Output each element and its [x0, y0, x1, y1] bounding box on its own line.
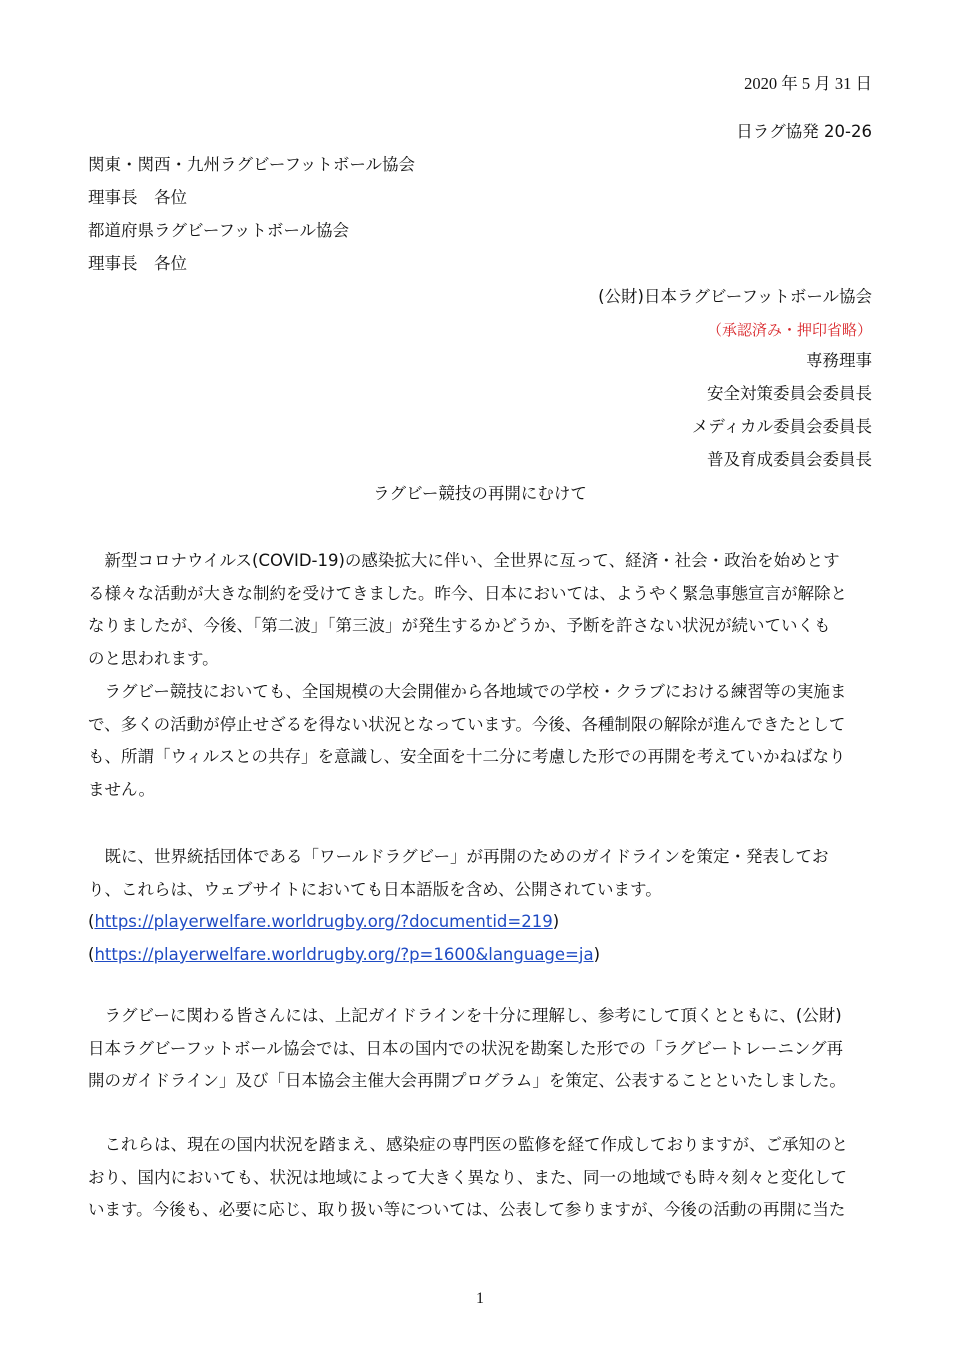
addressee-line: 都道府県ラグビーフットボール協会: [88, 221, 350, 240]
paragraph-3: [88, 841, 874, 971]
addressee-line: 関東・関西・九州ラグビーフットボール協会: [88, 155, 416, 174]
body-line: で、多くの活動が停止せざるを得ない状況となっています。今後、各種制限の解除が進んできたとして: [88, 714, 846, 734]
body-line: おり、国内においても、状況は地域によって大きく異なり、また、同一の地域でも時々刻々と変化して: [88, 1167, 847, 1187]
paragraph-2: [88, 676, 874, 806]
date: 2020 年 5 月 31 日: [744, 74, 872, 93]
body-line: 日本ラグビーフットボール協会では、日本の国内での状況を勘案した形での「ラグビートレーニング再: [88, 1038, 844, 1058]
body-line: なりましたが、今後、「第二波」「第三波」が発生するかどうか、予断を許さない状況が続いていくも: [88, 616, 831, 636]
addressee-line: 理事長 各位: [88, 254, 187, 273]
sender-title: 安全対策委員会委員長: [707, 384, 872, 403]
page-number: 1: [476, 1290, 484, 1307]
document-number: 日ラグ協発 20-26: [736, 122, 872, 141]
addressee-line: 理事長 各位: [88, 188, 187, 207]
paragraph-4: [88, 1000, 874, 1098]
body-line: り、これらは、ウェブサイトにおいても日本語版を含め、公開されています。: [88, 879, 662, 899]
body-line: これらは、現在の国内状況を踏まえ、感染症の専門医の監修を経て作成しておりますが、ご承知のと: [88, 1135, 848, 1154]
document-title: ラグビー競技の再開にむけて: [373, 484, 587, 503]
worldrugby-japanese-link[interactable]: https://playerwelfare.worldrugby.org/?p=1600&language=ja: [94, 944, 594, 964]
body-line: 既に、世界統括団体である「ワールドラグビー」が再開のためのガイドラインを策定・発表してお: [88, 847, 829, 866]
sender-title: 専務理事: [806, 351, 872, 370]
sender-title: 普及育成委員会委員長: [707, 450, 872, 469]
paragraph-1: [88, 545, 874, 675]
sender-organization: (公財)日本ラグビーフットボール協会: [598, 287, 872, 306]
body-line: も、所謂「ウィルスとの共存」を意識し、安全面を十二分に考慮した形での再開を考えていかねばなり: [88, 747, 846, 767]
worldrugby-guideline-link[interactable]: https://playerwelfare.worldrugby.org/?documentid=219: [94, 912, 553, 932]
body-line: のと思われます。: [88, 648, 219, 668]
body-line: います。今後も、必要に応じ、取り扱い等については、公表して参りますが、今後の活動の再開に当た: [88, 1200, 846, 1220]
body-line: 新型コロナウイルス(COVID-19)の感染拡大に伴い、全世界に亙って、経済・社会・政治を始めとす: [88, 551, 840, 570]
sender-title: メディカル委員会委員長: [691, 417, 872, 436]
body-line: ません。: [88, 779, 155, 799]
body-line: 開のガイドライン」及び「日本協会主催大会再開プログラム」を策定、公表することといたしました。: [88, 1071, 846, 1091]
link-line: (https://playerwelfare.worldrugby.org/?p=1600&language=ja): [88, 944, 601, 964]
body-line: ラグビー競技においても、全国規模の大会開催から各地域での学校・クラブにおける練習等の実施ま: [88, 682, 847, 701]
link-line: (https://playerwelfare.worldrugby.org/?documentid=219): [88, 912, 560, 932]
paragraph-5: [88, 1129, 874, 1227]
approval-note: （承認済み・押印省略）: [706, 321, 872, 339]
body-line: ラグビーに関わる皆さんには、上記ガイドラインを十分に理解し、参考にして頂くとともに、(公財): [88, 1006, 842, 1025]
body-line: る様々な活動が大きな制約を受けてきました。昨今、日本においては、ようやく緊急事態宣言が解除と: [88, 583, 847, 603]
